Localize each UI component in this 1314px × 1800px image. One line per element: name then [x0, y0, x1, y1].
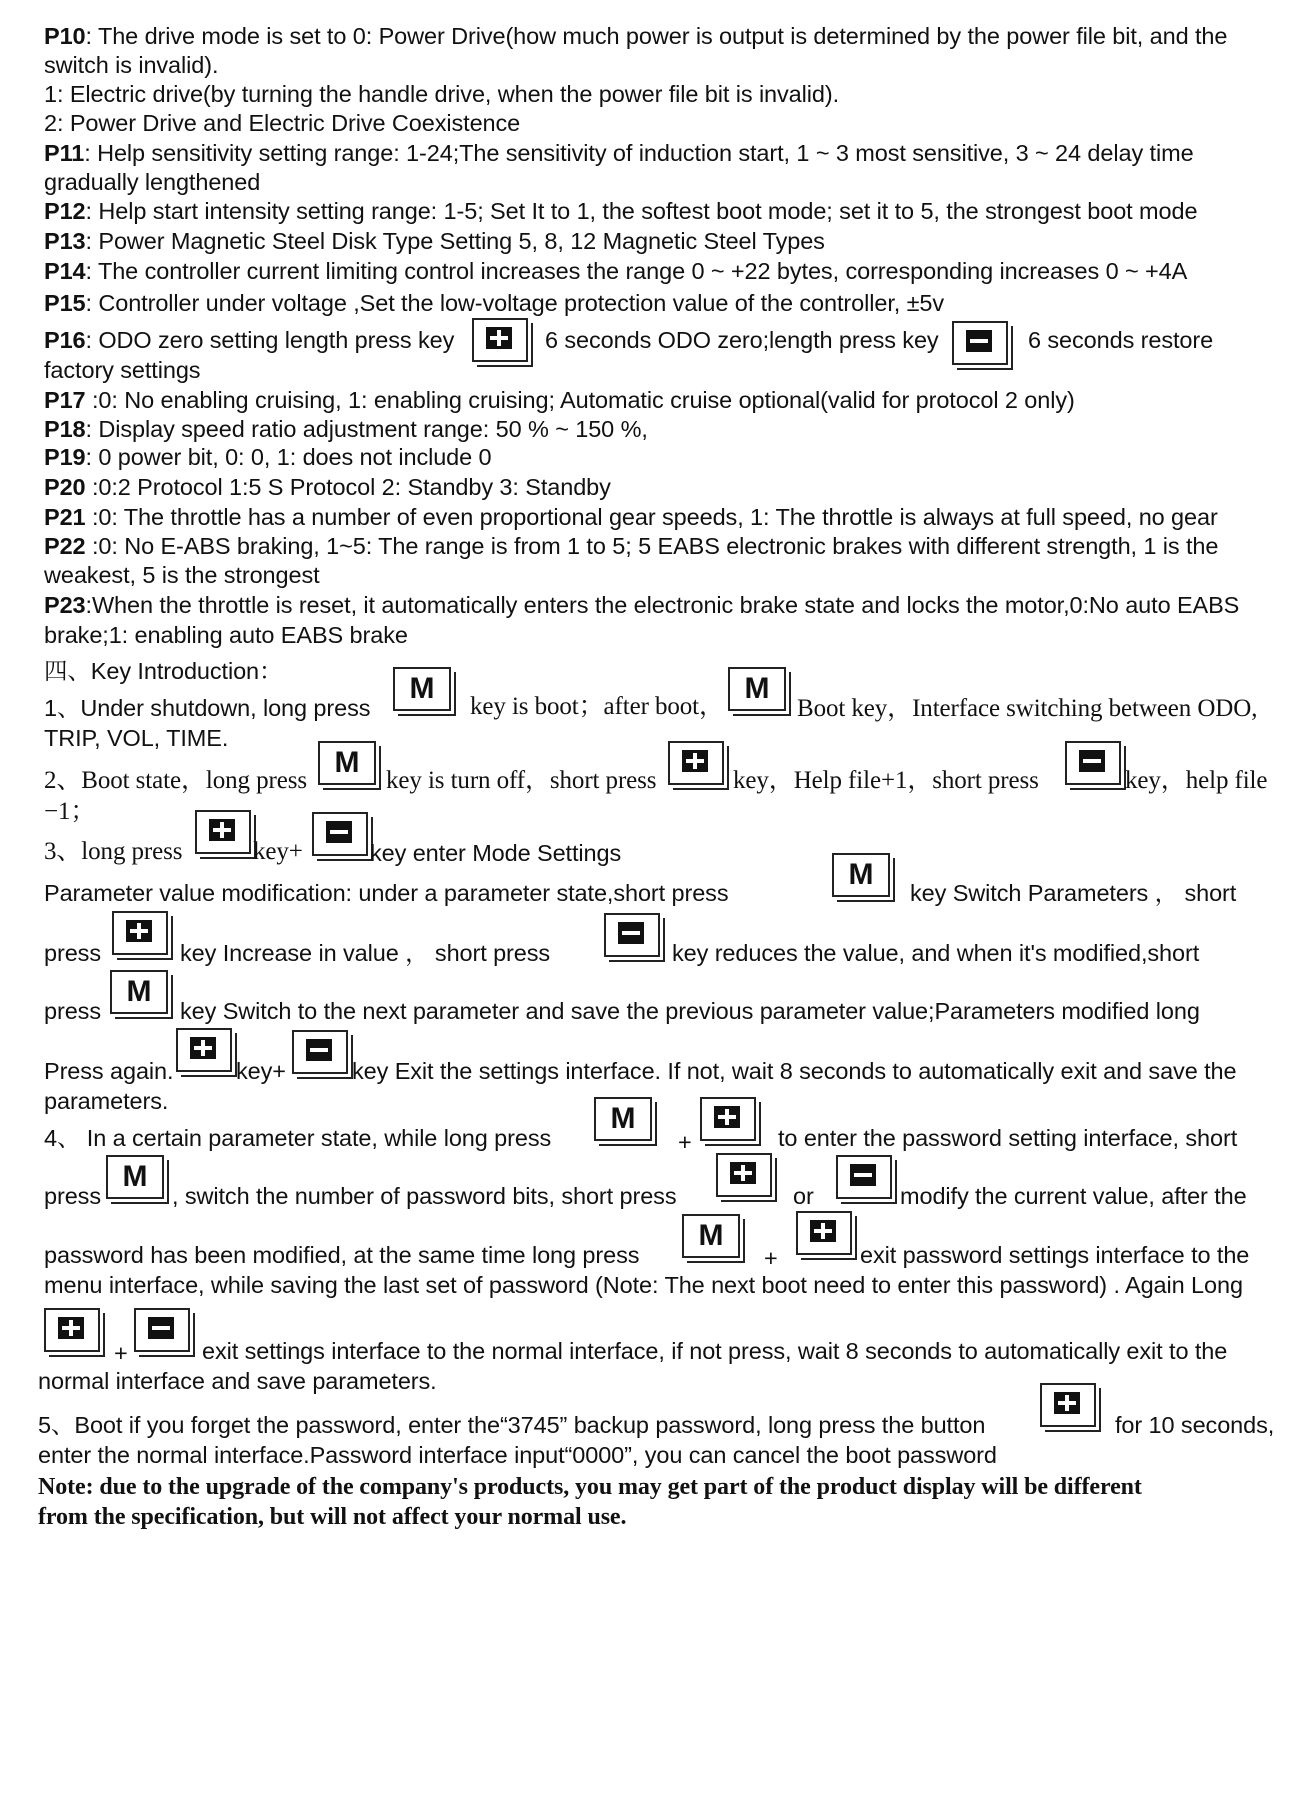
- param-p10-cont: switch is invalid).: [44, 52, 219, 78]
- param-code: P20: [44, 474, 86, 500]
- param-p16-a: [44, 325, 454, 355]
- param-code: P22: [44, 533, 86, 559]
- param-code: P17: [44, 387, 86, 413]
- key-item-3-b: key+: [253, 838, 303, 865]
- param-desc: : Controller under voltage ,Set the low-voltage protection value of the controller, ±5v: [85, 290, 945, 316]
- param-desc: :0: No E-ABS braking, 1~5: The range is from 1 to 5; 5 EABS electronic brakes with different strength, 1 is the: [85, 533, 1219, 559]
- key-item-4-plus: +: [678, 1129, 692, 1155]
- param-desc: :0: The throttle has a number of even proportional gear speeds, 1: The throttle is always at full speed, no gear: [85, 504, 1218, 530]
- param-desc: :0:2 Protocol 1:5 S Protocol 2: Standby 3: Standby: [85, 474, 611, 500]
- param-mod-2a: press: [44, 940, 101, 966]
- plus-key-icon: [176, 1028, 232, 1072]
- param-mod-3b: key Switch to the next parameter and save the previous parameter value;Parameters modified long: [180, 998, 1200, 1024]
- key-item-4-r2a: press: [44, 1183, 101, 1209]
- param-p18: [44, 414, 1276, 444]
- param-code: P12: [44, 198, 86, 224]
- param-p14: [44, 256, 1276, 286]
- key-item-4-r3b: exit password settings interface to the: [860, 1242, 1250, 1268]
- key-item-1-b: key is boot；after boot，: [470, 693, 724, 720]
- param-code: P14: [44, 258, 86, 284]
- param-p23: [44, 590, 1276, 620]
- m-key-icon: [318, 741, 376, 785]
- param-mod-4c: key Exit the settings interface. If not, wait 8 seconds to automatically exit and save the: [352, 1058, 1237, 1084]
- param-desc: : Help start intensity setting range: 1-5; Set It to 1, the softest boot mode; set it to 5, the strongest boot mode: [85, 198, 1198, 224]
- key-item-3-a: 3、long press: [44, 838, 183, 865]
- minus-key-icon: [134, 1308, 190, 1352]
- param-code: P13: [44, 228, 86, 254]
- param-mod-a: Parameter value modification: under a parameter state,short press: [44, 880, 729, 906]
- param-desc: : The controller current limiting control increases the range 0 ~ +22 bytes, corresponding increases 0 ~ +4A: [85, 258, 1188, 284]
- m-key-icon: [106, 1155, 164, 1199]
- key-item-1-a: 1、Under shutdown, long press: [44, 695, 371, 721]
- param-p22-cont: weakest, 5 is the strongest: [44, 562, 320, 588]
- param-desc: : Power Magnetic Steel Disk Type Setting 5, 8, 12 Magnetic Steel Types: [85, 228, 825, 254]
- param-p16-cont: factory settings: [44, 357, 201, 383]
- note-line-2: from the specification, but will not affect your normal use.: [38, 1504, 627, 1530]
- param-p12: [44, 196, 1276, 226]
- param-p10: [44, 21, 1276, 51]
- param-p11: [44, 138, 1276, 168]
- param-code: P11: [44, 140, 85, 166]
- key-item-2-d: key，help file: [1125, 767, 1268, 794]
- plus-key-icon: [716, 1153, 772, 1197]
- plus-key-icon: [44, 1308, 100, 1352]
- param-code: P15: [44, 290, 86, 316]
- param-desc: : ODO zero setting length press key: [85, 327, 455, 353]
- param-mod-b: key Switch Parameters ， short: [910, 880, 1237, 906]
- note-line-1: Note: due to the upgrade of the company's products, you may get part of the product display will be different: [38, 1474, 1142, 1500]
- key-item-1-cont: TRIP, VOL, TIME.: [44, 725, 229, 751]
- param-code: P10: [44, 23, 86, 49]
- m-key-icon: [728, 667, 786, 711]
- param-p20: [44, 472, 1276, 502]
- m-key-icon: [682, 1214, 740, 1258]
- key-item-2-a: 2、Boot state，long press: [44, 767, 307, 794]
- param-desc: : The drive mode is set to 0: Power Drive(how much power is output is determined by the power file bit, and the: [85, 23, 1228, 49]
- key-intro-heading: 四、Key Introduction：: [44, 658, 283, 684]
- m-key-label: M: [122, 1160, 148, 1193]
- key-item-4-r2c: modify the current value, after the: [900, 1183, 1247, 1209]
- key-item-3-c: key enter Mode Settings: [370, 840, 622, 866]
- param-p16-c: 6 seconds restore: [1028, 327, 1214, 353]
- param-mod-4a: Press again.: [44, 1058, 174, 1084]
- param-mod-3a: press: [44, 998, 101, 1024]
- key-item-4-r3a: password has been modified, at the same time long press: [44, 1242, 640, 1268]
- key-item-4-r5b: exit settings interface to the normal interface, if not press, wait 8 seconds to automatically exit to the: [202, 1338, 1228, 1364]
- m-key-label: M: [334, 746, 360, 779]
- key-item-4-a: 4、 In a certain parameter state, while long press: [44, 1125, 552, 1151]
- m-key-icon: [393, 667, 451, 711]
- param-code: P23: [44, 592, 86, 618]
- key-item-4-r5plus: +: [114, 1340, 128, 1366]
- m-key-label: M: [610, 1102, 636, 1135]
- m-key-label: M: [126, 975, 152, 1008]
- param-p15: [44, 288, 1276, 318]
- minus-key-icon: [836, 1155, 892, 1199]
- key-item-5-a: 5、Boot if you forget the password, enter the“3745” backup password, long press the button: [38, 1412, 986, 1438]
- m-key-label: M: [409, 672, 435, 705]
- m-key-icon: [594, 1097, 652, 1141]
- param-p11-cont: gradually lengthened: [44, 169, 261, 195]
- param-desc: :0: No enabling cruising, 1: enabling cruising; Automatic cruise optional(valid for protocol 2 only): [85, 387, 1075, 413]
- minus-key-icon: [1065, 741, 1121, 785]
- param-p10-opt2: 2: Power Drive and Electric Drive Coexistence: [44, 110, 521, 136]
- m-key-label: M: [744, 672, 770, 705]
- plus-key-icon: [195, 810, 251, 854]
- plus-key-icon: [796, 1211, 852, 1255]
- param-code: P16: [44, 327, 86, 353]
- key-item-4-r6: normal interface and save parameters.: [38, 1368, 437, 1394]
- key-item-1-c-text: Boot key，Interface switching between ODO,: [797, 695, 1258, 722]
- param-p23-cont: brake;1: enabling auto EABS brake: [44, 622, 408, 648]
- key-item-1-c: [797, 693, 1257, 724]
- param-p21: [44, 502, 1276, 532]
- key-item-5-cont: enter the normal interface.Password interface input“0000”, you can cancel the boot password: [38, 1442, 997, 1468]
- minus-key-icon: [312, 812, 368, 856]
- param-mod-2b: key Increase in value ， short press: [180, 940, 551, 966]
- param-code: P19: [44, 444, 86, 470]
- plus-key-icon: [700, 1097, 756, 1141]
- key-item-2-b: key is turn off，short press: [386, 767, 657, 794]
- key-item-5-b: for 10 seconds,: [1115, 1412, 1275, 1438]
- param-desc: : 0 power bit, 0: 0, 1: does not include 0: [85, 444, 492, 470]
- key-item-4-or: or: [793, 1183, 814, 1209]
- minus-key-icon: [604, 913, 660, 957]
- m-key-label: M: [698, 1219, 724, 1252]
- param-p19: [44, 442, 1276, 472]
- plus-key-icon: [1040, 1383, 1096, 1427]
- param-mod-2c: key reduces the value, and when it's modified,short: [672, 940, 1200, 966]
- m-key-icon: [832, 853, 890, 897]
- param-code: P18: [44, 416, 86, 442]
- param-desc: :When the throttle is reset, it automatically enters the electronic brake state and locks the motor,0:No auto EABS: [85, 592, 1240, 618]
- param-p16-b: 6 seconds ODO zero;length press key: [545, 327, 939, 353]
- m-key-label: M: [848, 858, 874, 891]
- param-p13: [44, 226, 1276, 256]
- param-p10-opt1: 1: Electric drive(by turning the handle drive, when the power file bit is invalid).: [44, 81, 840, 107]
- param-p17: [44, 385, 1276, 415]
- param-mod-4-cont: parameters.: [44, 1088, 169, 1114]
- plus-key-icon: [668, 741, 724, 785]
- m-key-icon: [110, 970, 168, 1014]
- param-desc: : Help sensitivity setting range: 1-24;The sensitivity of induction start, 1 ~ 3 most sensitive, 3 ~ 24 delay time: [84, 140, 1194, 166]
- param-mod-4b: key+: [236, 1058, 286, 1084]
- key-item-2-c: key，Help file+1，short press: [733, 767, 1039, 794]
- param-p22: [44, 531, 1276, 561]
- key-item-2-cont: −1；: [44, 798, 96, 825]
- param-code: P21: [44, 504, 86, 530]
- minus-key-icon: [292, 1030, 348, 1074]
- key-item-4-b: to enter the password setting interface, short: [778, 1125, 1238, 1151]
- key-item-4-r2b: , switch the number of password bits, short press: [172, 1183, 677, 1209]
- param-desc: : Display speed ratio adjustment range: 50 % ~ 150 %,: [85, 416, 648, 442]
- key-item-4-r3plus: +: [764, 1245, 778, 1271]
- key-item-4-r4: menu interface, while saving the last set of password (Note: The next boot need to enter this password) . Again Long: [44, 1272, 1243, 1298]
- plus-key-icon: [112, 911, 168, 955]
